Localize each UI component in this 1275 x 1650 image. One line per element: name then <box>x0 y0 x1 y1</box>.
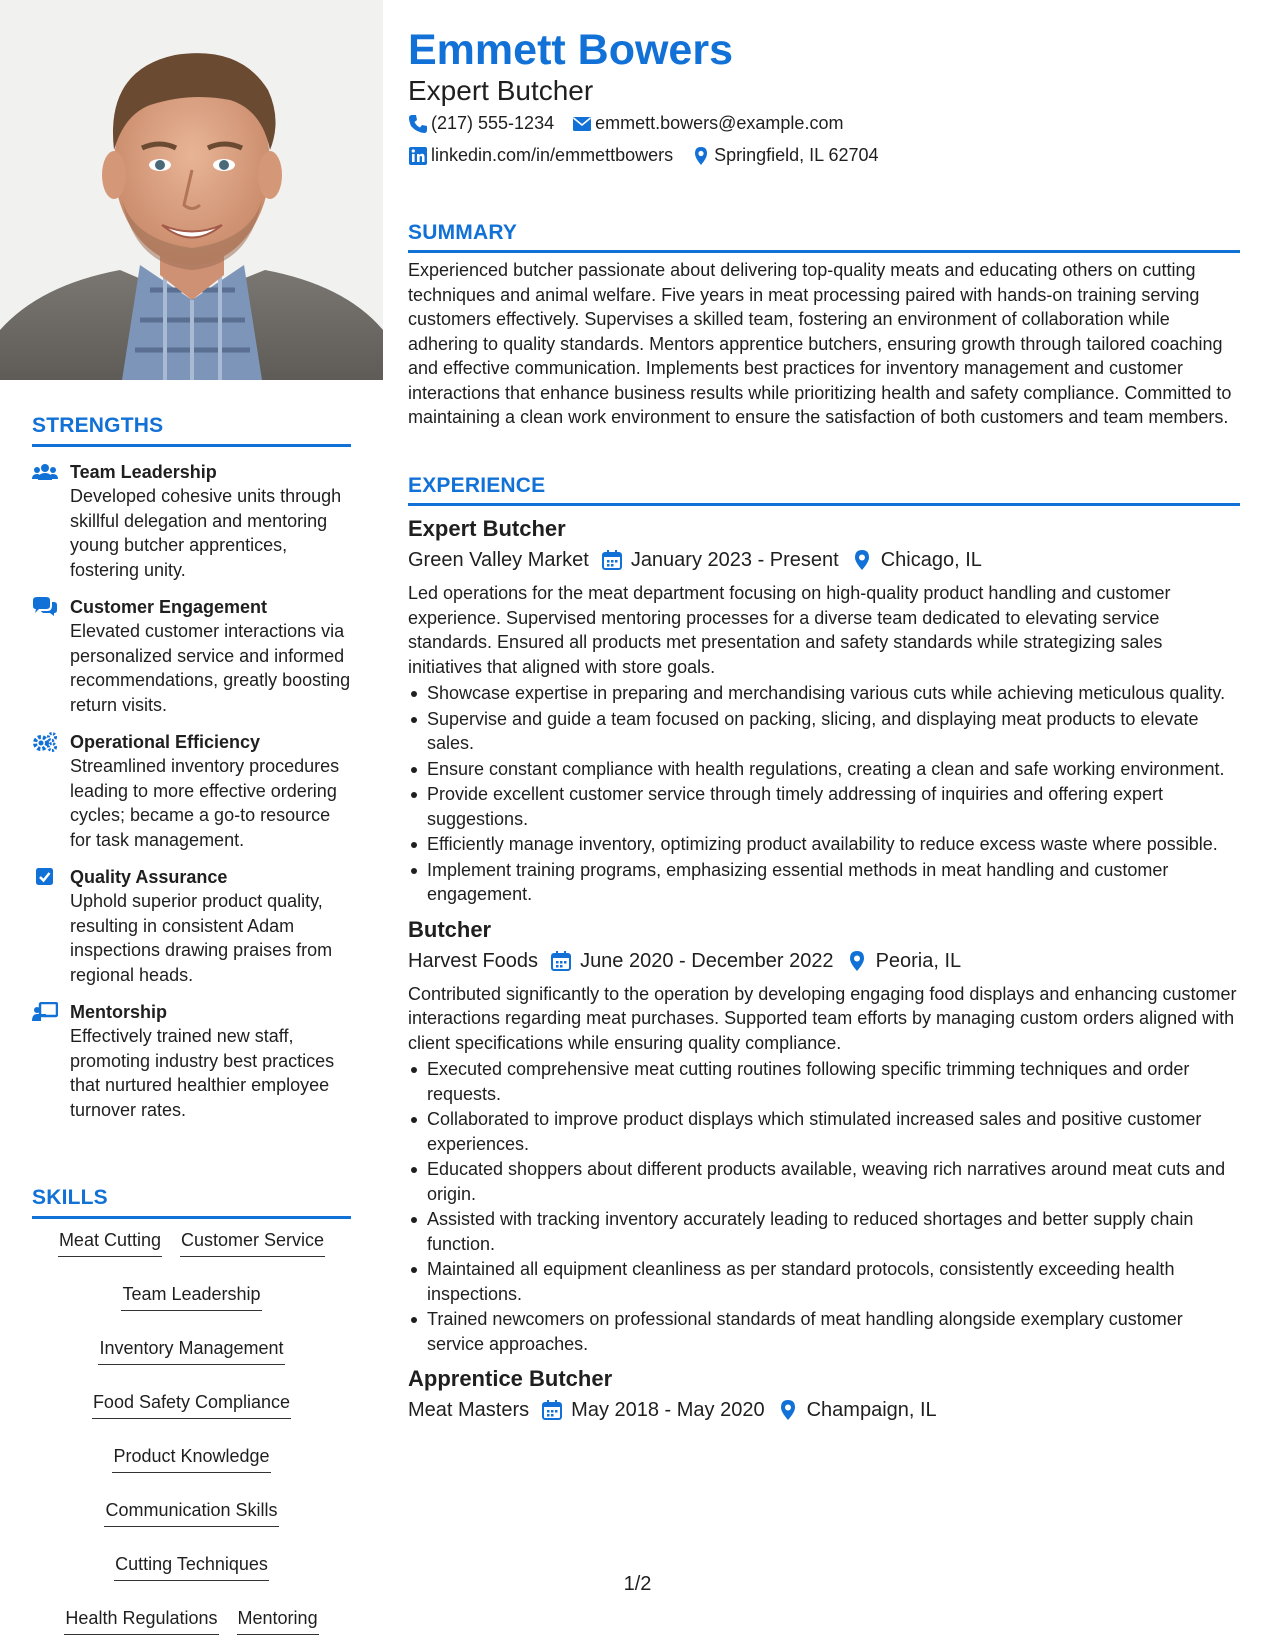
job-company: Green Valley Market <box>408 549 589 571</box>
list-item: Ensure constant compliance with health regulations, creating a clean and safe working environment. <box>408 757 1240 782</box>
map-pin-icon <box>851 549 873 571</box>
strength-title: Mentorship <box>70 1002 167 1022</box>
strength-item <box>32 460 351 582</box>
page-number: 1/2 <box>623 1573 652 1595</box>
calendar-icon <box>550 950 572 972</box>
summary-section <box>408 221 1240 430</box>
strengths-title: STRENGTHS <box>32 414 164 437</box>
list-item: Trained newcomers on professional standards of meat handling alongside exemplary customer service approaches. <box>408 1307 1240 1356</box>
job-meta <box>408 545 1240 575</box>
linkedin-link[interactable]: linkedin.com/in/emmettbowers <box>431 145 674 165</box>
email-link[interactable]: emmett.bowers@example.com <box>595 113 844 133</box>
map-pin-icon <box>691 146 711 166</box>
strength-item <box>32 595 351 717</box>
skill-tag: Health Regulations <box>64 1605 218 1635</box>
strengths-section <box>32 414 351 1122</box>
job-location: Peoria, IL <box>875 949 962 972</box>
job-title: Expert Butcher <box>408 516 566 541</box>
skill-tag: Product Knowledge <box>112 1443 270 1473</box>
email-contact[interactable] <box>572 113 843 134</box>
job-meta <box>408 946 1240 976</box>
profile-photo <box>0 0 383 380</box>
job-bullets <box>408 1057 1240 1356</box>
list-item: Collaborated to improve product displays which stimulated increased sales and positive customer experiences. <box>408 1107 1240 1156</box>
gears-icon <box>32 732 58 752</box>
experience-title: EXPERIENCE <box>408 474 546 497</box>
contact-row <box>408 145 897 166</box>
calendar-icon <box>541 1399 563 1421</box>
candidate-name: Emmett Bowers <box>408 26 733 74</box>
job-meta <box>408 1395 1240 1425</box>
skill-tag: Meat Cutting <box>58 1227 162 1257</box>
job-title: Apprentice Butcher <box>408 1366 613 1391</box>
users-icon <box>32 462 58 482</box>
section-divider <box>32 444 351 447</box>
strength-item <box>32 1000 351 1122</box>
list-item: Efficiently manage inventory, optimizing product availability to reduce excess waste where possible. <box>408 832 1240 857</box>
linkedin-icon <box>408 146 428 166</box>
phone-contact <box>408 113 554 134</box>
phone-text: (217) 555-1234 <box>431 113 555 133</box>
job-title: Butcher <box>408 916 492 942</box>
job-bullets <box>408 681 1240 907</box>
job-dates: May 2018 - May 2020 <box>571 1399 765 1421</box>
list-item: Executed comprehensive meat cutting routines following specific trimming techniques and order requests. <box>408 1057 1240 1106</box>
summary-text: Experienced butcher passionate about delivering top-quality meats and educating others on cutting techniques and animal welfare. Five years in meat processing paired with hands-on training serving customers effectively. Supervises a skilled team, fostering an environment of collaboration while adhering to quality standards. Mentors apprentice butchers, ensuring growth through tailored coaching and effective communication. Implements best practices for inventory management and customer interactions that enhance business results while prioritizing health and safety compliance. Committed to maintaining a clean work environment to ensure the satisfaction of both customers and team members. <box>408 260 1232 427</box>
list-item: Supervise and guide a team focused on packing, slicing, and displaying meat products to elevate sales. <box>408 707 1240 756</box>
job-location: Chicago, IL <box>880 549 982 571</box>
list-item: Showcase expertise in preparing and merchandising various cuts while achieving meticulous quality. <box>408 681 1240 706</box>
candidate-role: Expert Butcher <box>408 75 594 106</box>
list-item: Educated shoppers about different products available, weaving rich narratives around meat cuts and origin. <box>408 1157 1240 1206</box>
checkbox-icon <box>32 867 58 887</box>
strength-item <box>32 865 351 987</box>
strength-title: Quality Assurance <box>70 867 228 887</box>
job-company: Meat Masters <box>408 1399 530 1421</box>
map-pin-icon <box>846 950 868 972</box>
strength-text: Streamlined inventory procedures leading to more effective ordering cycles; became a go-to resource for task management. <box>70 756 340 850</box>
location-contact <box>691 145 878 166</box>
list-item: Maintained all equipment cleanliness as per standard protocols, consistently exceeding health inspections. <box>408 1257 1240 1306</box>
job-entry <box>408 514 1240 907</box>
strength-text: Developed cohesive units through skillful delegation and mentoring young butcher apprentices, fostering unity. <box>70 486 342 580</box>
sidebar <box>0 0 383 1650</box>
phone-icon <box>408 114 428 134</box>
strength-title: Team Leadership <box>70 462 217 482</box>
section-divider <box>408 503 1240 506</box>
job-description: Contributed significantly to the operation by developing engaging food displays and enhancing customer interactions regarding meat purchases. Supported team efforts by managing custom orders aligned with client specifications while ensuring quality compliance. <box>408 983 1237 1053</box>
linkedin-contact[interactable] <box>408 145 673 166</box>
strength-text: Uphold superior product quality, resulting in consistent Adam inspections drawing praises from regional heads. <box>70 891 333 985</box>
job-dates: January 2023 - Present <box>630 549 839 571</box>
section-divider <box>32 1216 351 1219</box>
section-divider <box>408 250 1240 253</box>
strength-title: Operational Efficiency <box>70 732 261 752</box>
summary-title: SUMMARY <box>408 221 518 244</box>
job-entry <box>408 915 1240 1357</box>
teacher-icon <box>32 1002 58 1022</box>
skills-section <box>32 1186 351 1635</box>
job-entry <box>408 1364 1240 1425</box>
strength-text: Effectively trained new staff, promoting industry best practices that nurtured healthier employee turnover rates. <box>70 1026 335 1120</box>
strength-item <box>32 730 351 852</box>
job-dates: June 2020 - December 2022 <box>580 949 834 972</box>
job-description: Led operations for the meat department focusing on high-quality product handling and customer experience. Supervised mentoring processes for a diverse team dedicated to elevating service standards. Ensured all products met presentation and safety standards while strategizing sales initiatives that aligned with store goals. <box>408 583 1171 677</box>
skill-tag: Inventory Management <box>98 1335 284 1365</box>
map-pin-icon <box>777 1399 799 1421</box>
skill-tag: Cutting Techniques <box>114 1551 269 1581</box>
skill-tag: Communication Skills <box>104 1497 278 1527</box>
skill-tag: Food Safety Compliance <box>92 1389 291 1419</box>
strength-title: Customer Engagement <box>70 597 268 617</box>
calendar-icon <box>601 549 623 571</box>
skill-tag: Team Leadership <box>121 1281 261 1311</box>
location-text: Springfield, IL 62704 <box>714 145 879 165</box>
list-item: Provide excellent customer service through timely addressing of inquiries and offering expert suggestions. <box>408 782 1240 831</box>
strength-text: Elevated customer interactions via personalized service and informed recommendations, greatly boosting return visits. <box>70 621 351 715</box>
skill-tag: Customer Service <box>180 1227 325 1257</box>
list-item: Assisted with tracking inventory accurately leading to reduced shortages and better supply chain function. <box>408 1207 1240 1256</box>
envelope-icon <box>572 114 592 134</box>
job-location: Champaign, IL <box>806 1399 937 1421</box>
list-item: Implement training programs, emphasizing essential methods in meat handling and customer engagement. <box>408 858 1240 907</box>
job-company: Harvest Foods <box>408 949 539 972</box>
contact-row <box>408 113 861 134</box>
comments-icon <box>32 597 58 617</box>
skills-title: SKILLS <box>32 1186 108 1209</box>
skill-tag: Mentoring <box>237 1605 319 1635</box>
experience-section <box>408 474 1240 1425</box>
